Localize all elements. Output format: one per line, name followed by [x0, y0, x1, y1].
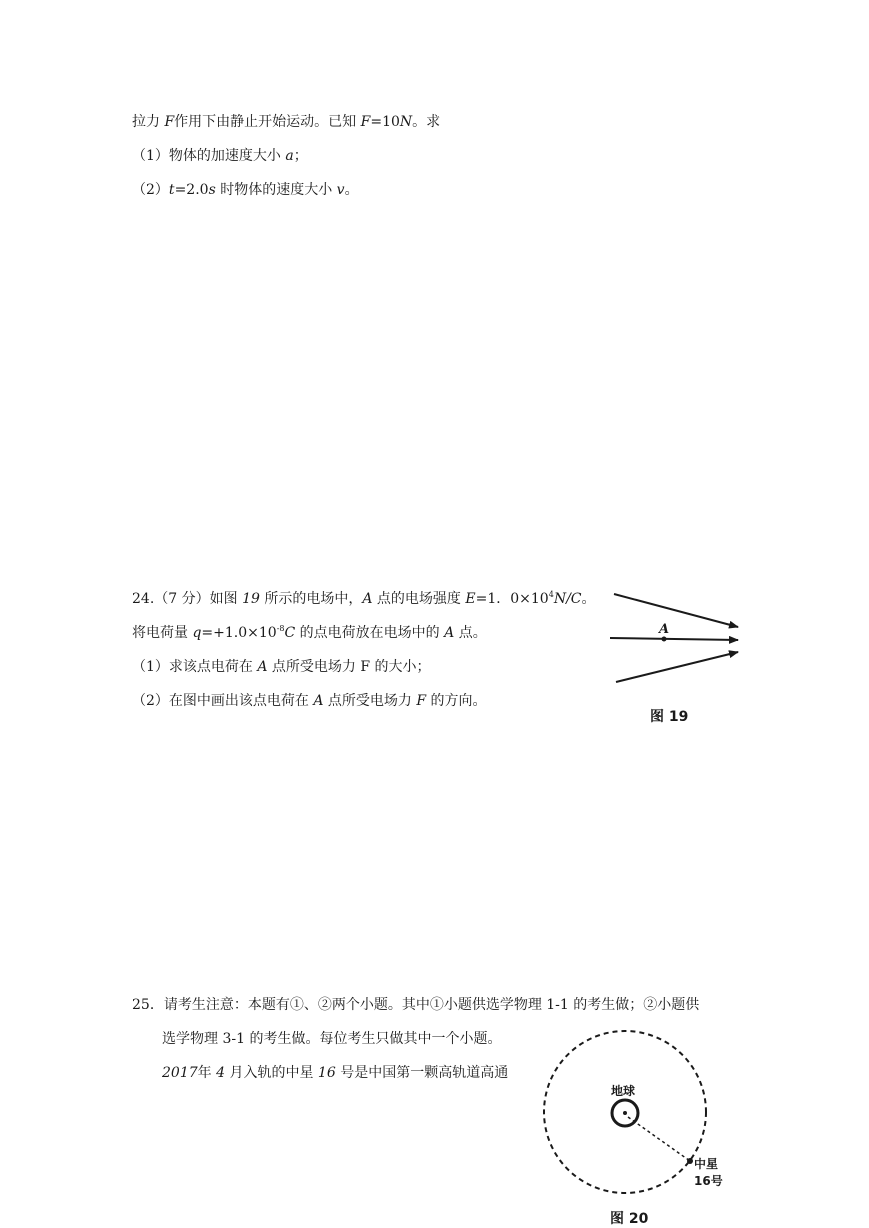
q24-stem-line-1: 24.（7 分）如图 19 所示的电场中，A 点的电场强度 E=1．$0\times 10^4N/C$。 [132, 590, 596, 607]
q24-part-1: （1）求该点电荷在 A 点所受电场力 F 的大小； [132, 659, 431, 675]
point-a-label: A [659, 622, 670, 637]
radius-dashed-line [628, 1117, 690, 1161]
q25-stem-line-2: 选学物理 3-1 的考生做。每位考生只做其中一个小题。 [162, 1031, 502, 1047]
satellite-dot [687, 1158, 693, 1164]
earth-center-dot [623, 1111, 627, 1115]
field-line-middle [610, 638, 738, 640]
figure-20-orbit [538, 1025, 713, 1200]
satellite-label-line-1: 中星 [694, 1157, 719, 1171]
point-a-dot [662, 637, 667, 642]
q24-stem-line-2: 将电荷量 $q=+1.0\times 10^{-8}C$ 的点电荷放在电场中的 A 点。 [132, 624, 487, 641]
field-line-bottom [616, 652, 738, 682]
figure-20-caption: 图 20 [610, 1211, 649, 1227]
figure-19-caption: 图 19 [650, 709, 689, 725]
field-line-top [614, 594, 738, 627]
q25-stem-line-3: 2017年 4 月入轨的中星 16 号是中国第一颗高轨道高通 [162, 1065, 509, 1081]
q23-part-1: （1）物体的加速度大小 a； [132, 148, 308, 164]
q25-stem-line-1: 25．请考生注意：本题有①、②两个小题。其中①小题供选学物理 1-1 的考生做；②小题供 [132, 997, 700, 1013]
satellite-label-line-2: 16号 [694, 1174, 723, 1188]
earth-label: 地球 [611, 1084, 636, 1098]
q23-part-2: （2）t=2.0s 时物体的速度大小 v。 [132, 182, 359, 198]
q23-intro-line: 拉力 F作用下由静止开始运动。已知 F=10N。求 [132, 114, 441, 130]
figure-19-electric-field [600, 585, 750, 695]
q24-part-2: （2）在图中画出该点电荷在 A 点所受电场力 F 的方向。 [132, 693, 487, 709]
